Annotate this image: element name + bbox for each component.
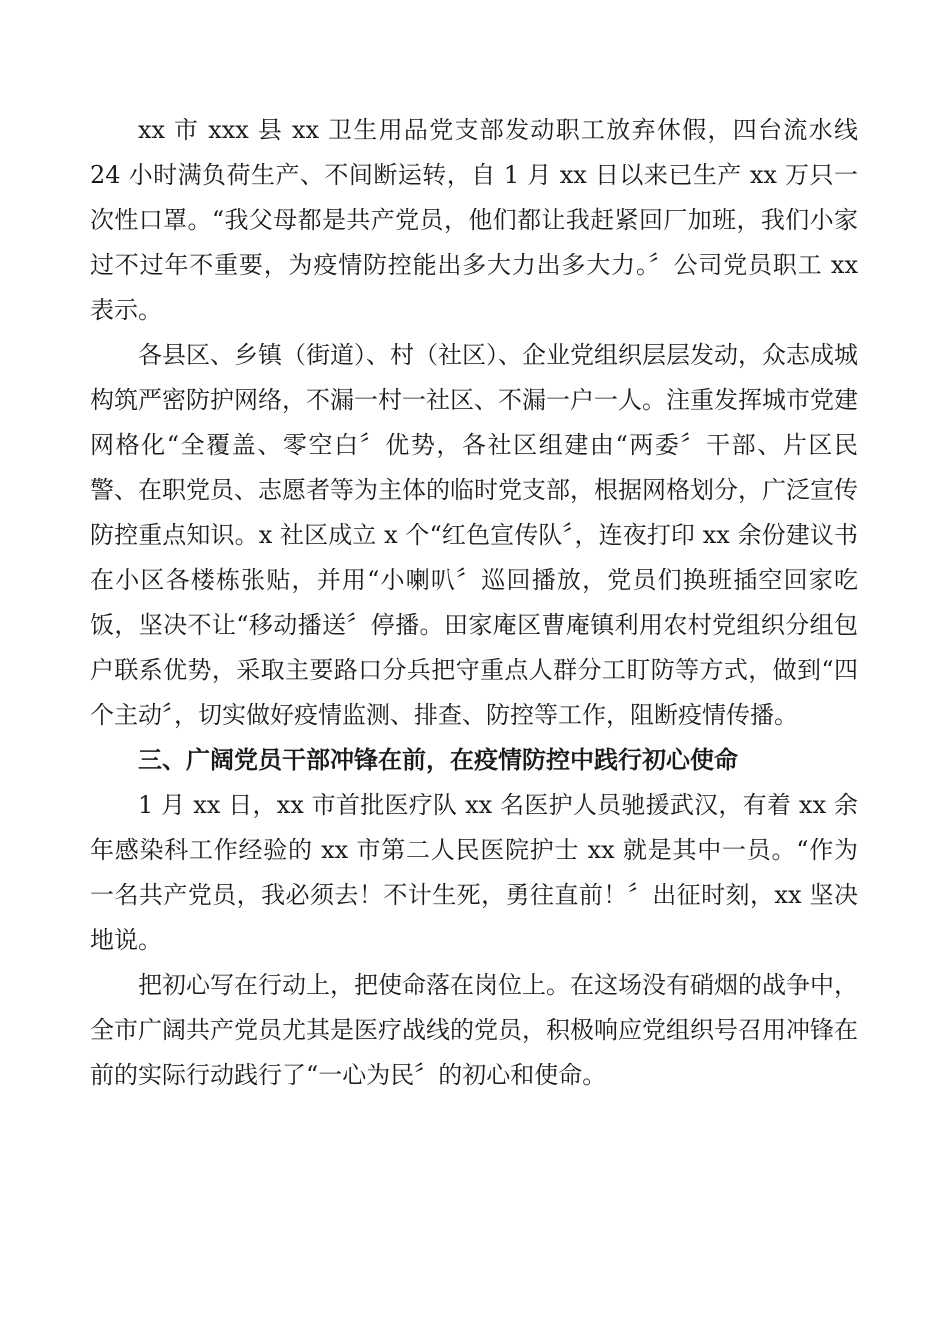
section-heading: 三、广阔党员干部冲锋在前，在疫情防控中践行初心使命 <box>138 746 738 774</box>
document-page <box>90 108 858 1098</box>
paragraph-factory-workers: xx 市 xxx 县 xx 卫生用品党支部发动职工放弃休假，四台流水线 24 小时满负荷生产、不间断运转，自 1 月 xx 日以来已生产 xx 万只一次性口罩。“我父母都是共产党员，他们都让我赶紧回厂加班，我们小家过不过年不重要，为疫情防控能出多大力出多大力。〞公司党员职工 xx 表示。 <box>90 116 858 324</box>
paragraph-mission: 把初心写在行动上，把使命落在岗位上。在这场没有硝烟的战争中，全市广阔共产党员尤其是医疗战线的党员，积极响应党组织号召用冲锋在前的实际行动践行了“一心为民〞的初心和使命。 <box>90 971 858 1089</box>
paragraph-medical-team: 1 月 xx 日，xx 市首批医疗队 xx 名医护人员驰援武汉，有着 xx 余年感染科工作经验的 xx 市第二人民医院护士 xx 就是其中一员。“作为一名共产党员，我必须去！不计生死，勇往直前！〞出征时刻，xx 坚决地说。 <box>90 791 858 954</box>
paragraph-community-network: 各县区、乡镇（街道）、村（社区）、企业党组织层层发动，众志成城构筑严密防护网络，不漏一村一社区、不漏一户一人。注重发挥城市党建网格化“全覆盖、零空白〞优势，各社区组建由“两委〞干部、片区民警、在职党员、志愿者等为主体的临时党支部，根据网格划分，广泛宣传防控重点知识。x 社区成立 x 个“红色宣传队〞，连夜打印 xx 余份建议书在小区各楼栋张贴，并用“小喇叭〞巡回播放，党员们换班插空回家吃饭，坚决不让“移动播送〞停播。田家庵区曹庵镇利用农村党组织分组包户联系优势，采取主要路口分兵把守重点人群分工盯防等方式，做到“四个主动〞，切实做好疫情监测、排查、防控等工作，阻断疫情传播。 <box>90 341 858 729</box>
